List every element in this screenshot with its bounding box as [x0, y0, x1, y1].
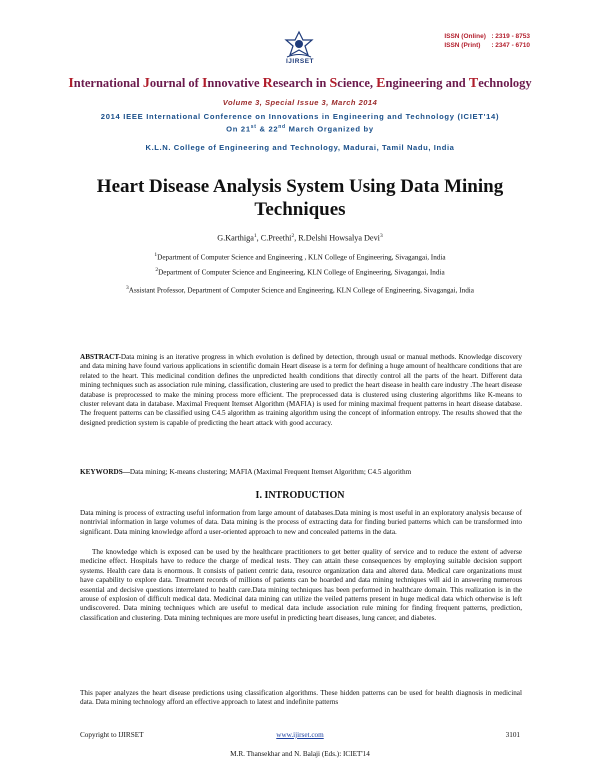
journal-cap: I	[68, 76, 74, 91]
conf-and: & 22	[256, 124, 279, 134]
footer-url-link[interactable]: www.ijirset.com	[276, 731, 324, 739]
journal-word: nnovative	[207, 76, 263, 90]
aff-text: Department of Computer Science and Engineering, KLN College of Engineering, Sivagangai, India	[158, 268, 445, 277]
journal-word: esearch in	[272, 76, 330, 90]
author-list	[0, 233, 600, 243]
aff-sup: 2	[155, 267, 159, 273]
journal-cap: S	[329, 76, 338, 91]
keywords-label: KEYWORDS—	[80, 468, 130, 476]
issn-print-label: ISSN (Print)	[444, 42, 481, 49]
conf-on: On 21	[226, 124, 251, 134]
journal-name	[0, 76, 600, 92]
author-name: , C.Preethi	[256, 233, 292, 243]
intro-paragraph-2: The knowledge which is exposed can be used by the healthcare practitioners to get better quality of service and to reduce the extent of adverse medicine effect. Hospitals have to reduce the charge of medical tests. They can attain these consequences by employing suitable decision support systems. Health care data is enormous. It consists of patient centric data, resource organization data and altered data. Medical care organizations must have capability to explore data. Treatment records of millions of patients can be hoarded and data mining techniques will aid in answering numerous essential and decisive questions interrelated to health care.Data mining techniques has been performed in healthcare domain. This realization is in the arouse of explosion of difficult medical data. Medicinal data mining can utilize the veiled patterns present in huge medical data which otherwise is left undiscovered. Data mining techniques which are useful to medical data include association rule mining for finding frequent patterns, prediction, classification and clustering. Data mining techniques are more useful in predicting heart diseases, lung cancer, and diabetes.	[80, 548, 522, 622]
author-name: , R.Delshi Howsalya Devi	[294, 233, 380, 243]
affiliation-1	[60, 250, 540, 262]
journal-cap: T	[468, 76, 479, 91]
conference-line1: 2014 IEEE International Conference on Innovations in Engineering and Technology (ICIET'14)	[100, 112, 500, 121]
organizing-college: K.L.N. College of Engineering and Technology, Madurai, Tamil Nadu, India	[145, 143, 455, 152]
journal-cap: E	[376, 76, 386, 91]
issn-online-value: : 2319 - 8753	[491, 33, 530, 40]
journal-cap: R	[262, 76, 273, 91]
journal-cap: J	[142, 76, 150, 91]
aff-sup: 3	[126, 285, 129, 291]
keywords-text: Data mining; K-means clustering; MAFIA (Maximal Frequent Itemset Algorithm; C4.5 algorithm	[129, 468, 412, 476]
journal-word: ournal of	[149, 76, 202, 90]
author-name: G.Karthiga	[217, 233, 254, 243]
author-sup: 1	[253, 233, 257, 239]
journal-word: nternational	[73, 76, 143, 90]
keywords	[80, 468, 522, 477]
logo-text: IJIRSET	[285, 58, 315, 65]
intro-paragraph-1: Data mining is process of extracting useful information from large amount of databases.Data mining is most useful in an exploratory analysis because of nontrivial information in large volumes of data. Data mining is the process of extracting data for finding buried patterns which can be transformed into significant. Data mining knowledge afford a user-oriented approach to new and concealed patterns in the data.	[80, 509, 522, 536]
issn-online-label: ISSN (Online)	[444, 33, 486, 40]
conf-sup2: nd	[278, 124, 286, 130]
footer-page-number: 3101	[505, 731, 520, 739]
conf-rest: March Organized by	[285, 124, 374, 134]
footer-editors: M.R. Thansekhar and N. Balaji (Eds.): ICIET'14	[230, 750, 370, 758]
aff-sup: 1	[154, 252, 158, 258]
aff-text: Department of Computer Science and Engineering , KLN College of Engineering, Sivagangai, India	[157, 253, 446, 262]
journal-word: echnology	[478, 76, 532, 90]
issn-print-value: : 2347 - 6710	[491, 42, 530, 49]
aff-text: Assistant Professor, Department of Computer Science and Engineering, KLN College of Engineering, Sivagangai, India	[128, 286, 474, 295]
abstract	[80, 353, 522, 428]
section-heading: I. INTRODUCTION	[255, 490, 345, 501]
issn-block	[444, 32, 530, 50]
paper-title: Heart Disease Analysis System Using Data Mining Techniques	[96, 176, 504, 220]
journal-logo-icon	[282, 30, 316, 60]
conf-sup1: st	[250, 124, 257, 130]
affiliation-3	[60, 280, 540, 299]
author-sup: 2	[291, 233, 295, 239]
volume-line: Volume 3, Special Issue 3, March 2014	[222, 98, 378, 107]
author-sup: 3	[379, 233, 383, 239]
conference-info	[0, 111, 600, 135]
footer-copyright: Copyright to IJIRSET	[80, 731, 144, 739]
journal-word: ngineering and	[385, 76, 469, 90]
affiliation-2	[60, 265, 540, 277]
conference-line2	[0, 122, 600, 135]
journal-cap: I	[201, 76, 208, 91]
journal-word: cience,	[337, 76, 377, 90]
intro-paragraph-3: This paper analyzes the heart disease predictions using classification algorithms. These hidden patterns can be used for health diagnosis in medicinal data. Data mining technology afford an effective approach to latest and indefinite patterns	[80, 689, 522, 707]
abstract-text: Data mining is an iterative progress in which evolution is defined by detection, through usual or manual methods. Knowledge discovery and data mining have found various applications in scientific domain Heart disease is a term for defining a huge amount of healthcare conditions that are related to the heart. This medicinal condition defines the unpredicted health conditions that directly control all the parts of the heart. Different data mining techniques such as association rule mining, classification, clustering are used to predict the heart disease in health care industry .The heart disease database is preprocessed to make the mining process more efficient. The preprocessed data is clustered using clustering algorithms like K-means to cluster relevant data in database. Maximal Frequent Itemset Algorithm (MAFIA) is used for mining maximal frequent patterns in heart disease database. The frequent patterns can be classified using C4.5 algorithm as training algorithm using the concept of information entropy. The results showed that the designed prediction system is capable of predicting the heart attack with good accuracy.	[80, 353, 522, 427]
abstract-label: ABSTRACT-	[80, 353, 121, 361]
